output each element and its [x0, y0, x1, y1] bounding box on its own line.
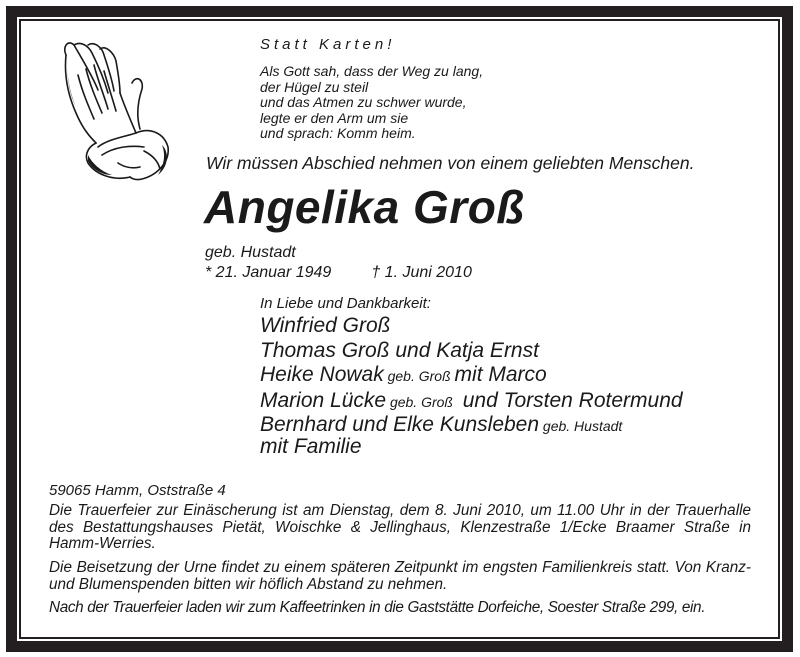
mourner-name: Winfried Groß: [260, 314, 391, 337]
life-dates: [205, 264, 472, 282]
burial-info-paragraph: Die Beisetzung der Urne findet zu einem späteren Zeitpunkt im engsten Familienkreis statt. Von Kranz- und Blumenspenden bitten wir höflich Abstand zu nehmen.: [49, 559, 751, 593]
mourner-name: Heike Nowak: [260, 363, 384, 386]
mourner-companion: und Torsten Rotermund: [456, 388, 683, 412]
funeral-info-paragraph: Die Trauerfeier zur Einäscherung ist am Dienstag, dem 8. Juni 2010, um 11.00 Uhr in der Trauerhalle des Bestattungshauses Pietät, Woischke & Jellinghaus, Klenzestraße 1/Ecke Braamer Straße in Hamm-Werries.: [49, 502, 751, 552]
birth-name: geb. Hustadt: [205, 244, 296, 261]
mourner-name: mit Familie: [260, 435, 362, 458]
mourner-line: [260, 437, 683, 457]
poem-line: legte er den Arm um sie: [260, 109, 409, 126]
announcement-text: Wir müssen Abschied nehmen von einem geliebten Menschen.: [206, 153, 695, 173]
mourner-maiden-name: geb. Hustadt: [539, 418, 623, 434]
poem-line: und sprach: Komm heim.: [260, 125, 416, 141]
death-date: † 1. Juni 2010: [371, 264, 472, 281]
mourner-maiden-name: geb. Groß: [383, 368, 455, 384]
praying-hands-icon: [58, 35, 178, 185]
mourners-intro: In Liebe und Dankbarkeit:: [260, 295, 431, 312]
poem-line: Als Gott sah, dass der Weg zu lang,: [260, 63, 484, 79]
mourner-line: [260, 339, 683, 364]
mourner-name: Bernhard und Elke Kunsleben: [260, 413, 540, 436]
poem: [260, 64, 483, 142]
mourner-address: 59065 Hamm, Oststraße 4: [49, 482, 226, 499]
deceased-name: Angelika Groß: [204, 181, 525, 233]
mourner-maiden-name: geb. Groß: [386, 393, 457, 410]
mourner-name: Marion Lücke: [260, 388, 387, 412]
mourners-list: [260, 314, 683, 457]
mourner-line: [260, 363, 683, 389]
poem-line: der Hügel zu steil: [260, 78, 369, 95]
mourner-name: Thomas Groß und Katja Ernst: [260, 338, 539, 362]
mourner-companion: mit Marco: [454, 363, 547, 386]
mourner-line: [260, 389, 683, 415]
reception-info-paragraph: Nach der Trauerfeier laden wir zum Kaffeetrinken in die Gaststätte Dorfeiche, Soester Straße 299, ein.: [49, 599, 706, 616]
poem-line: und das Atmen zu schwer wurde,: [260, 94, 467, 110]
birth-date: * 21. Januar 1949: [205, 264, 332, 281]
statt-karten-heading: Statt Karten!: [260, 36, 396, 53]
mourner-line: [260, 314, 683, 339]
mourner-line: [260, 414, 683, 437]
